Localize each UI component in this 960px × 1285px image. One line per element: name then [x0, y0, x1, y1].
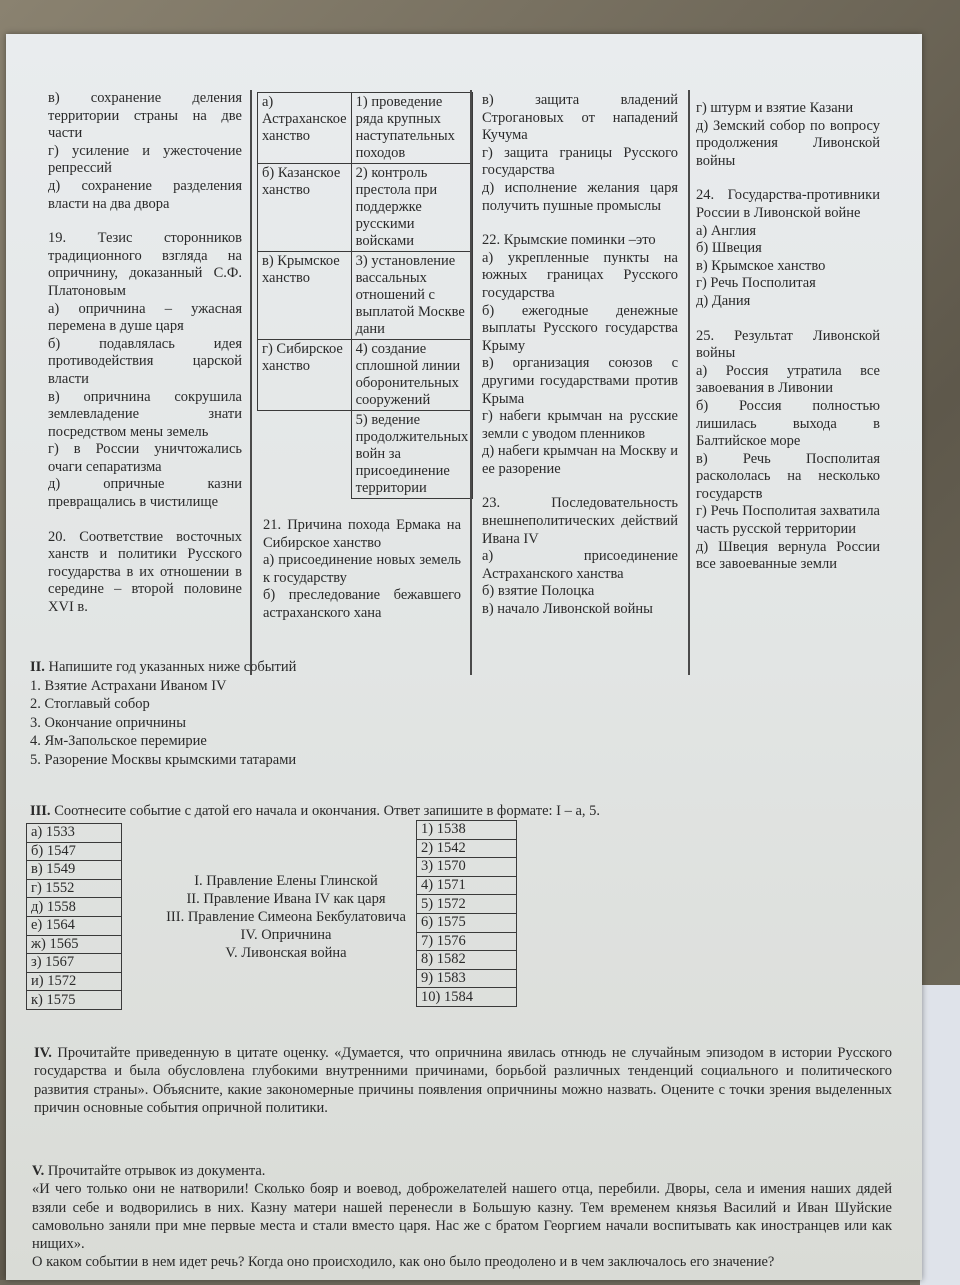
end-date: 3) 1570 [417, 858, 517, 877]
q21-option-a: а) присоединение новых земель к государству [263, 552, 461, 586]
part-3-heading [30, 802, 910, 821]
q18-option-d: д) сохранение разделения власти на два двора [48, 177, 242, 212]
part-2-title: Напишите год указанных ниже событий [48, 659, 297, 675]
q24-option-a: а) Англия [696, 222, 756, 239]
event-item: V. Ливонская война [225, 945, 347, 961]
khanate-name: в) Крымское ханство [258, 252, 352, 340]
start-dates-table [26, 823, 122, 1010]
column-divider-1 [250, 90, 252, 675]
q23-option-a: а) присоединение Астраханского ханства [482, 548, 678, 582]
start-date: е) 1564 [27, 916, 122, 935]
q23-title: 23. Последовательность внешнеполитических действий Ивана IV [482, 495, 678, 547]
part-5-number: V. [32, 1163, 45, 1179]
q19-option-v: в) опричнина сокрушила землевладение знати посредством мены земель [48, 388, 242, 440]
khanate-row [258, 411, 473, 499]
q19-option-g: г) в России уничтожались очаги сепаратизма [48, 441, 242, 475]
start-date: б) 1547 [27, 842, 122, 861]
part-2-item: 3. Окончание опричнины [30, 714, 186, 731]
q25-option-v: в) Речь Посполитая раскололась на несколько государств [696, 450, 880, 502]
event-item: III. Правление Симеона Бекбулатовича [166, 909, 406, 925]
part-4-number: IV. [34, 1045, 52, 1061]
column-divider-2 [470, 90, 472, 675]
q19-option-a: а) опричнина – ужасная перемена в душе царя [48, 300, 242, 335]
q21-option-v: в) защита владений Строгановых от нападений Кучума [482, 92, 678, 144]
column-divider-3 [688, 90, 690, 675]
part-5 [32, 1162, 892, 1272]
end-date: 7) 1576 [417, 932, 517, 951]
start-date: ж) 1565 [27, 935, 122, 954]
q22-option-a: а) укрепленные пункты на южных границах Русского государства [482, 249, 678, 301]
policy-item: 2) контроль престола при поддержке русскими войсками [351, 164, 473, 252]
q22-option-d: д) набеги крымчан на Москву и ее разорение [482, 443, 678, 477]
q24-title: 24. Государства-противники России в Ливонской войне [696, 187, 880, 221]
start-date: д) 1558 [27, 898, 122, 917]
khanate-name: а) Астраханское ханство [258, 93, 352, 164]
part-3-number: III. [30, 803, 51, 819]
q23-option-g: г) штурм и взятие Казани [696, 100, 854, 116]
policy-item: 3) установление вассальных отношений с выплатой Москве дани [351, 252, 473, 340]
part-2-number: II. [30, 659, 45, 675]
end-dates-table [416, 820, 517, 1007]
khanate-name: г) Сибирское ханство [258, 340, 352, 411]
q23-option-v: в) начало Ливонской войны [482, 601, 653, 618]
q22-option-g: г) набеги крымчан на русские земли с уводом пленников [482, 408, 678, 442]
part-2-item: 5. Разорение Москвы крымскими татарами [30, 751, 297, 768]
event-item: I. Правление Елены Глинской [194, 873, 378, 889]
start-date: в) 1549 [27, 861, 122, 880]
q23-option-d: д) Земский собор по вопросу продолжения Ливонской войны [696, 117, 880, 169]
khanate-name [258, 411, 352, 499]
q25-title: 25. Результат Ливонской войны [696, 327, 880, 362]
q19-option-d: д) опричные казни превращались в чистилище [48, 476, 242, 511]
end-date: 10) 1584 [417, 988, 517, 1007]
q25-option-d: д) Швеция вернула России все завоеванные земли [696, 538, 880, 573]
khanates-table [257, 92, 473, 499]
part-2-item: 1. Взятие Астрахани Иваном IV [30, 677, 227, 694]
khanate-name: б) Казанское ханство [258, 164, 352, 252]
end-date: 5) 1572 [417, 895, 517, 914]
q19-option-b: б) подавлялась идея противодействия царской власти [48, 335, 242, 387]
column-1 [48, 90, 242, 634]
policy-item: 1) проведение ряда крупных наступательных походов [351, 93, 473, 164]
policy-item: 4) создание сплошной линии оборонительных сооружений [351, 340, 473, 411]
side-paper-sheet [920, 985, 960, 1285]
q21-option-g: г) защита границы Русского государства [482, 144, 678, 179]
event-item: IV. Опричнина [240, 927, 332, 943]
q20-title: 20. Соответствие восточных ханств и политики Русского государства в их отношении в середине – второй половине XVI в. [48, 528, 242, 616]
q25-option-a: а) Россия утратила все завоевания в Ливонии [696, 362, 880, 397]
q24-option-g: г) Речь Посполитая [696, 275, 816, 292]
q22-option-b: б) ежегодные денежные выплаты Русского государства Крыму [482, 302, 678, 354]
start-date: и) 1572 [27, 972, 122, 991]
q19-title: 19. Тезис сторонников традиционного взгляда на опричнину, доказанный С.Ф. Платоновым [48, 230, 242, 299]
part-2 [30, 658, 630, 769]
end-date: 9) 1583 [417, 969, 517, 988]
q21-title: 21. Причина похода Ермака на Сибирское ханство [263, 517, 461, 551]
start-date: к) 1575 [27, 991, 122, 1010]
part-5-question: О каком событии в нем идет речь? Когда оно происходило, как оно было преодолено и в чем заключалось его значение? [32, 1254, 775, 1271]
q21-option-d: д) исполнение желания царя получить пушные промыслы [482, 179, 678, 214]
q25-option-g: г) Речь Посполитая захватила часть русской территории [696, 503, 880, 538]
column-3 [482, 92, 678, 636]
part-2-item: 2. Стоглавый собор [30, 696, 150, 712]
khanate-row [258, 93, 473, 164]
khanate-row [258, 164, 473, 252]
column-4 [696, 100, 880, 591]
part-2-item: 4. Ям-Запольское перемирие [30, 733, 207, 749]
part-3-title: Соотнесите событие с датой его начала и окончания. Ответ запишите в формате: I – а, 5. [54, 803, 601, 819]
q21-block [263, 517, 461, 623]
q24-option-v: в) Крымское ханство [696, 257, 826, 274]
end-date: 6) 1575 [417, 913, 517, 932]
end-date: 1) 1538 [417, 821, 517, 840]
end-date: 4) 1571 [417, 876, 517, 895]
events-list [146, 872, 426, 962]
start-date: з) 1567 [27, 954, 122, 973]
q18-option-v: в) сохранение деления территории страны на две части [48, 90, 242, 142]
start-date: а) 1533 [27, 824, 122, 843]
khanate-row [258, 252, 473, 340]
part-2-heading [30, 658, 630, 677]
q25-option-b: б) Россия полностью лишилась выхода в Балтийское море [696, 397, 880, 450]
q24-option-d: д) Дания [696, 292, 751, 309]
part-4 [34, 1044, 892, 1117]
start-date: г) 1552 [27, 879, 122, 898]
end-date: 2) 1542 [417, 839, 517, 858]
q23-option-b: б) взятие Полоцка [482, 583, 595, 600]
part-4-text: Прочитайте приведенную в цитате оценку. «Думается, что опричнина явилась отнюдь не случайным эпизодом в истории Русского государства и была обусловлена глубокими внутренними причинами, борьбой различных тенденций социального и политического развития страны». Объясните, какие закономерные причины появления опричнины можно назвать. Оцените с точки зрения выделенных причин основные события опричной политики. [34, 1045, 892, 1116]
q24-option-b: б) Швеция [696, 240, 762, 257]
worksheet-page [6, 34, 922, 1280]
q18-option-g: г) усиление и ужесточение репрессий [48, 142, 242, 177]
q21-option-b: б) преследование бежавшего астраханского хана [263, 587, 461, 621]
policy-item: 5) ведение продолжительных войн за присоединение территории [351, 411, 473, 499]
part-5-quote: «И чего только они не натворили! Сколько бояр и воевод, доброжелателей нашего отца, перебили. Дворы, села и имения наших дядей взяли себе и водворились в них. Казну матери нашей перенесли в Большую казну. Тем временем князья Василий и Иван Шуйские самовольно заняли при мне первые места и стали вместо царя. Нас же с братом Георгием начали воспитывать как иностранцев или как нищих». [32, 1181, 892, 1253]
q22-option-v: в) организация союзов с другими государствами против Крыма [482, 355, 678, 407]
event-item: II. Правление Ивана IV как царя [186, 891, 386, 907]
q22-title: 22. Крымские поминки –это [482, 232, 656, 249]
khanate-row [258, 340, 473, 411]
part-5-intro: Прочитайте отрывок из документа. [47, 1163, 266, 1179]
end-date: 8) 1582 [417, 951, 517, 970]
